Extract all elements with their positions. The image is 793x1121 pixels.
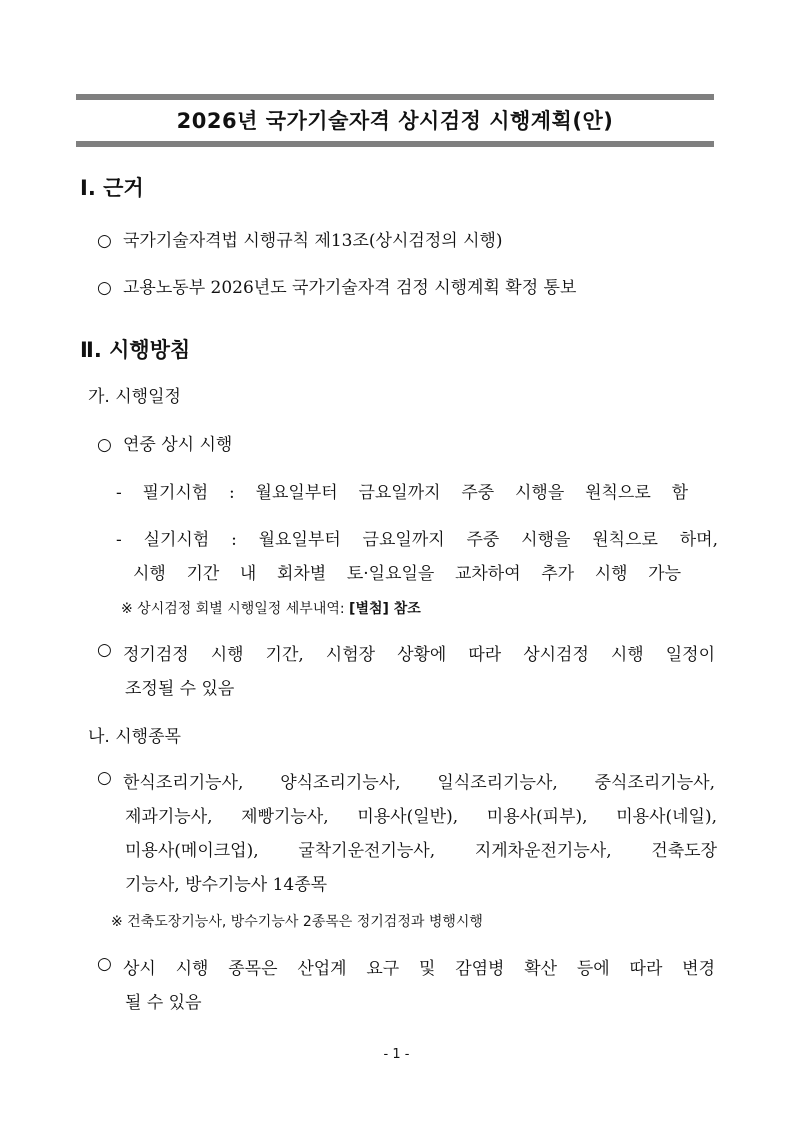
ga-dash-practical-exam-line-1: - 실기시험 : 월요일부터 금요일까지 주중 시행을 원칙으로 하며, bbox=[116, 530, 718, 550]
bullet-icon: ○ bbox=[97, 640, 112, 660]
bullet-icon: ○ bbox=[97, 768, 112, 788]
ga-item-2-line-2: 조정될 수 있음 bbox=[125, 679, 235, 699]
ga-dash-practical-exam-line-2: 시행 기간 내 회차별 토·일요일을 교차하여 추가 시행 가능 bbox=[133, 564, 681, 584]
bullet-icon: ○ bbox=[97, 231, 112, 251]
document-title: 2026년 국가기술자격 상시검정 시행계획(안) bbox=[176, 109, 614, 133]
ga-note: ※ 상시검정 회별 시행일정 세부내역: [별첨] 참조 bbox=[121, 601, 421, 617]
na-item-1: ○ 한식조리기능사, 양식조리기능사, 일식조리기능사, 중식조리기능사, bbox=[97, 768, 715, 793]
ga-item-2: ○ 정기검정 시행 기간, 시험장 상황에 따라 상시검정 시행 일정이 bbox=[97, 640, 715, 665]
na-item-1-line-2: 제과기능사, 제빵기능사, 미용사(일반), 미용사(피부), 미용사(네일), bbox=[125, 807, 717, 827]
title-bottom-rule bbox=[76, 141, 714, 147]
section-1-item-1: ○ 국가기술자격법 시행규칙 제13조(상시검정의 시행) bbox=[97, 231, 503, 251]
page-number: - 1 - bbox=[383, 1047, 410, 1062]
section-1-item-2: ○ 고용노동부 2026년도 국가기술자격 검정 시행계획 확정 통보 bbox=[97, 278, 577, 298]
section-2-heading: Ⅱ. 시행방침 bbox=[80, 338, 191, 362]
appendix-reference: [별첨] 참조 bbox=[349, 601, 421, 617]
bullet-icon: ○ bbox=[97, 278, 112, 298]
ga-dash-written-exam: - 필기시험 : 월요일부터 금요일까지 주중 시행을 원칙으로 함 bbox=[116, 483, 688, 503]
ga-item-1: ○ 연중 상시 시행 bbox=[97, 435, 233, 455]
subsection-ga-heading: 가. 시행일정 bbox=[88, 387, 181, 407]
subsection-na-heading: 나. 시행종목 bbox=[88, 727, 181, 747]
na-note: ※ 건축도장기능사, 방수기능사 2종목은 정기검정과 병행시행 bbox=[111, 914, 483, 930]
na-item-2-line-2: 될 수 있음 bbox=[125, 993, 202, 1013]
title-top-rule bbox=[76, 94, 714, 100]
na-item-1-line-3: 미용사(메이크업), 굴착기운전기능사, 지게차운전기능사, 건축도장 bbox=[125, 841, 717, 861]
na-item-2: ○ 상시 시행 종목은 산업계 요구 및 감염병 확산 등에 따라 변경 bbox=[97, 954, 715, 979]
section-1-heading: Ⅰ. 근거 bbox=[80, 176, 144, 200]
bullet-icon: ○ bbox=[97, 435, 112, 455]
na-item-1-line-4: 기능사, 방수기능사 14종목 bbox=[125, 875, 328, 895]
bullet-icon: ○ bbox=[97, 954, 112, 974]
